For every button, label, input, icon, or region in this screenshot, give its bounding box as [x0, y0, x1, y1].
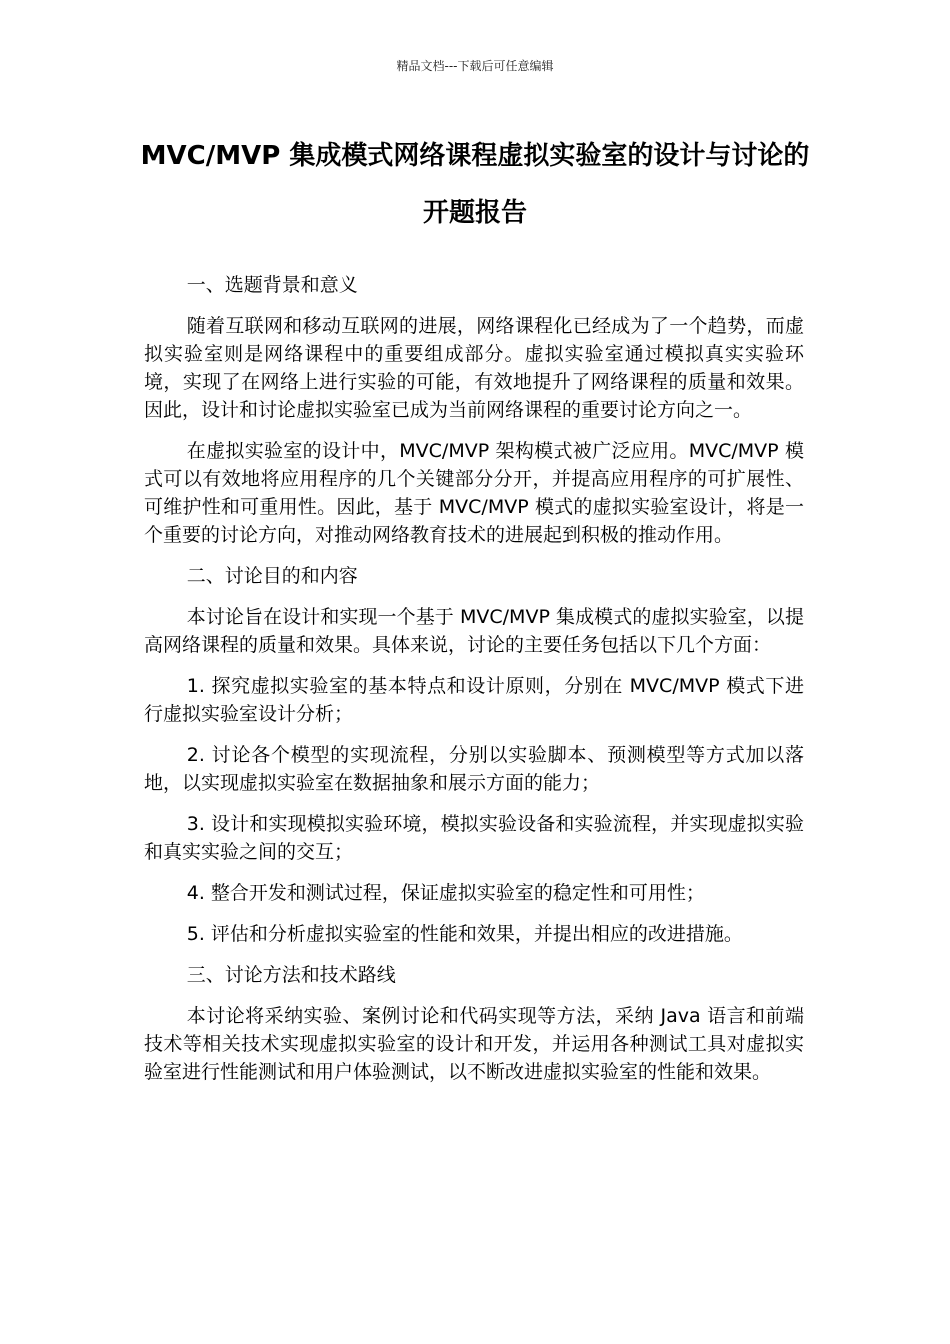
list-item-3: 3. 设计和实现模拟实验环境，模拟实验设备和实验流程，并实现虚拟实验和真实实验之间的交互；: [144, 813, 804, 863]
list-item-1: 1. 探究虚拟实验室的基本特点和设计原则，分别在 MVC/MVP 模式下进行虚拟实验室设计分析；: [144, 675, 804, 725]
paragraph-mvc-mvp: 在虚拟实验室的设计中，MVC/MVP 架构模式被广泛应用。MVC/MVP 模式可以有效地将应用程序的几个关键部分分开，并提高应用程序的可扩展性、可维护性和可重用性。因此，基于 MVC/MVP 模式的虚拟实验室设计，将是一个重要的讨论方向，对推动网络教育技术的进展起到积极的推动作用。: [144, 440, 804, 546]
section-heading-1: 一、选题背景和意义: [186, 274, 358, 296]
document-body: [144, 271, 804, 1099]
paragraph-background: 随着互联网和移动互联网的进展，网络课程化已经成为了一个趋势，而虚拟实验室则是网络课程中的重要组成部分。虚拟实验室通过模拟真实实验环境，实现了在网络上进行实验的可能，有效地提升了网络课程的质量和效果。因此，设计和讨论虚拟实验室已成为当前网络课程的重要讨论方向之一。: [144, 315, 804, 421]
paragraph-objectives: 本讨论旨在设计和实现一个基于 MVC/MVP 集成模式的虚拟实验室，以提高网络课程的质量和效果。具体来说，讨论的主要任务包括以下几个方面：: [144, 606, 804, 656]
document-title: MVC/MVP 集成模式网络课程虚拟实验室的设计与讨论的开题报告: [140, 141, 810, 228]
header-note: 精品文档---下载后可任意编辑: [396, 59, 554, 73]
list-item-5: 5. 评估和分析虚拟实验室的性能和效果，并提出相应的改进措施。: [186, 923, 743, 945]
list-item-2: 2. 讨论各个模型的实现流程，分别以实验脚本、预测模型等方式加以落地，以实现虚拟实验室在数据抽象和展示方面的能力；: [144, 744, 804, 794]
list-item-4: 4. 整合开发和测试过程，保证虚拟实验室的稳定性和可用性；: [186, 882, 705, 904]
paragraph-methods: 本讨论将采纳实验、案例讨论和代码实现等方法，采纳 Java 语言和前端技术等相关技术实现虚拟实验室的设计和开发，并运用各种测试工具对虚拟实验室进行性能测试和用户体验测试，以不断改进虚拟实验室的性能和效果。: [144, 1005, 804, 1083]
section-heading-2: 二、讨论目的和内容: [186, 565, 358, 587]
section-heading-3: 三、讨论方法和技术路线: [186, 964, 396, 986]
